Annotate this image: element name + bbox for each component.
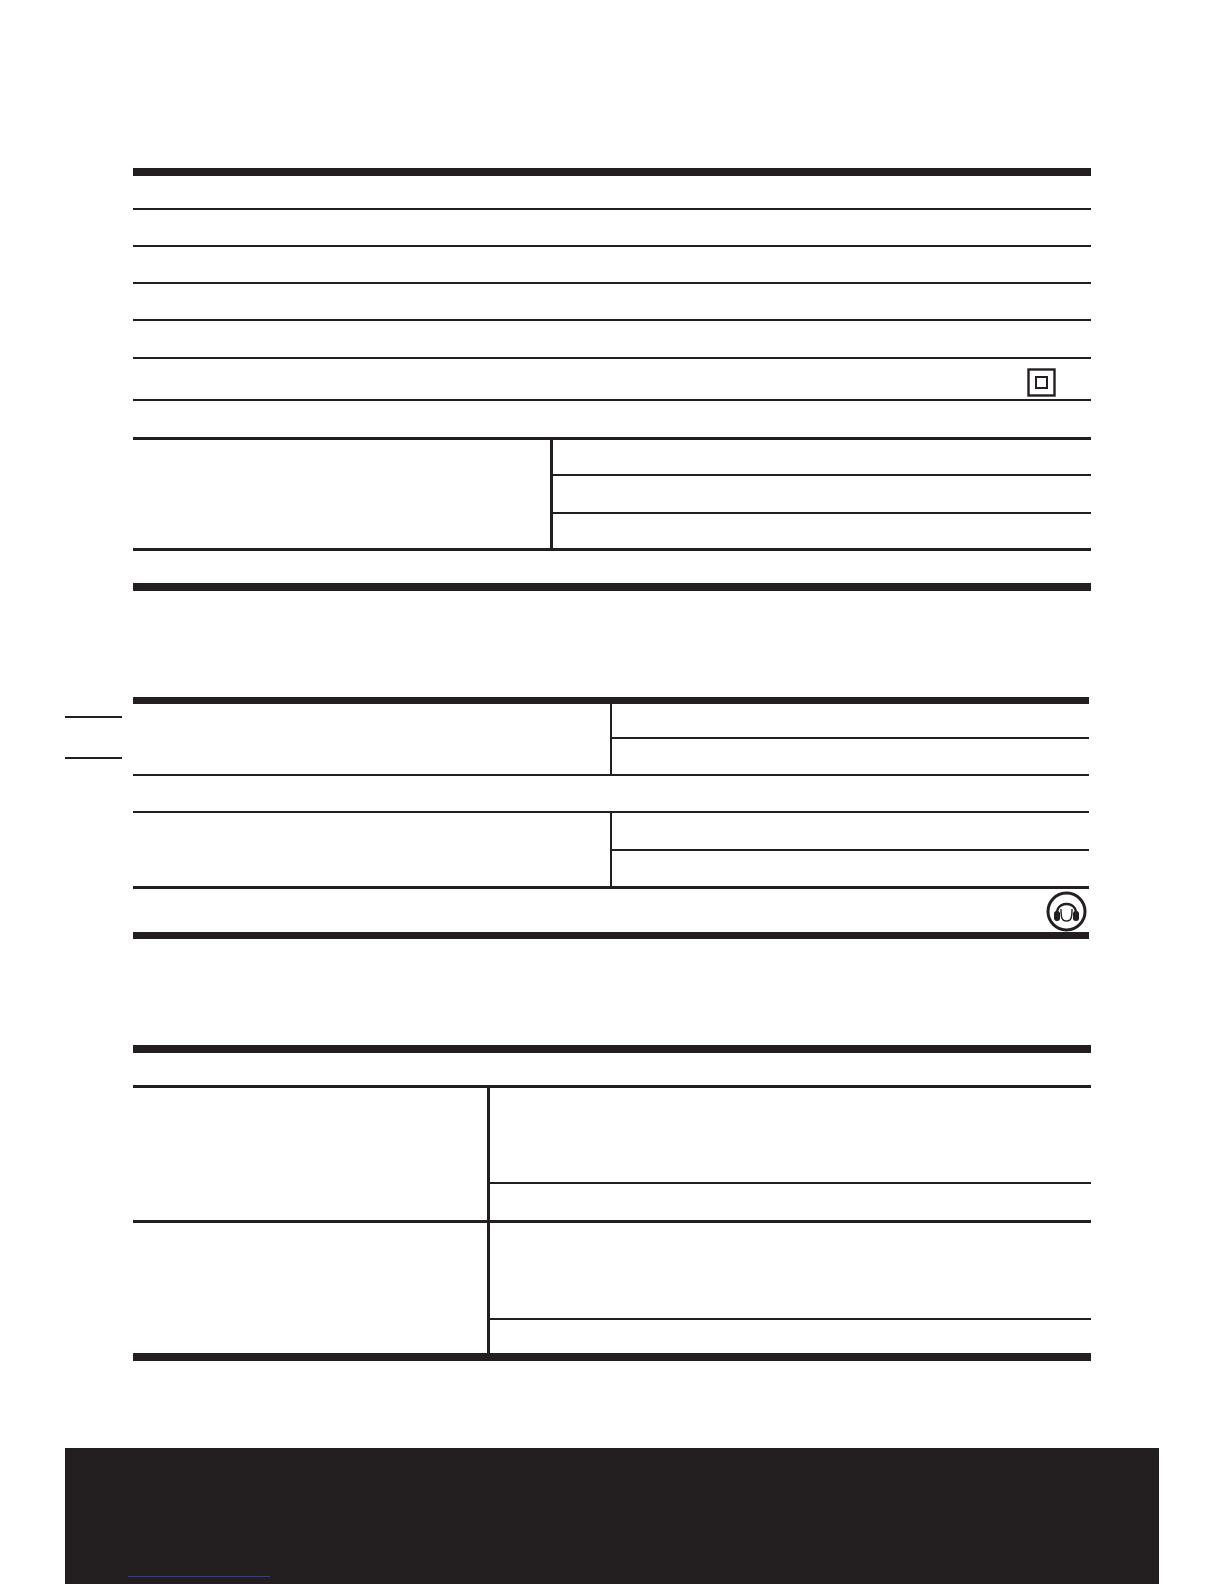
table3-row-divider	[133, 1220, 1091, 1223]
table3-row-divider	[133, 1085, 1091, 1088]
table3-bottom-rule	[133, 1353, 1091, 1361]
table3-subrow-divider	[489, 1182, 1091, 1184]
table3-top-rule	[133, 1045, 1091, 1053]
table3-subrow-divider	[489, 1318, 1091, 1320]
footer-link-underline[interactable]	[128, 1576, 270, 1577]
footer-band	[65, 1448, 1159, 1584]
